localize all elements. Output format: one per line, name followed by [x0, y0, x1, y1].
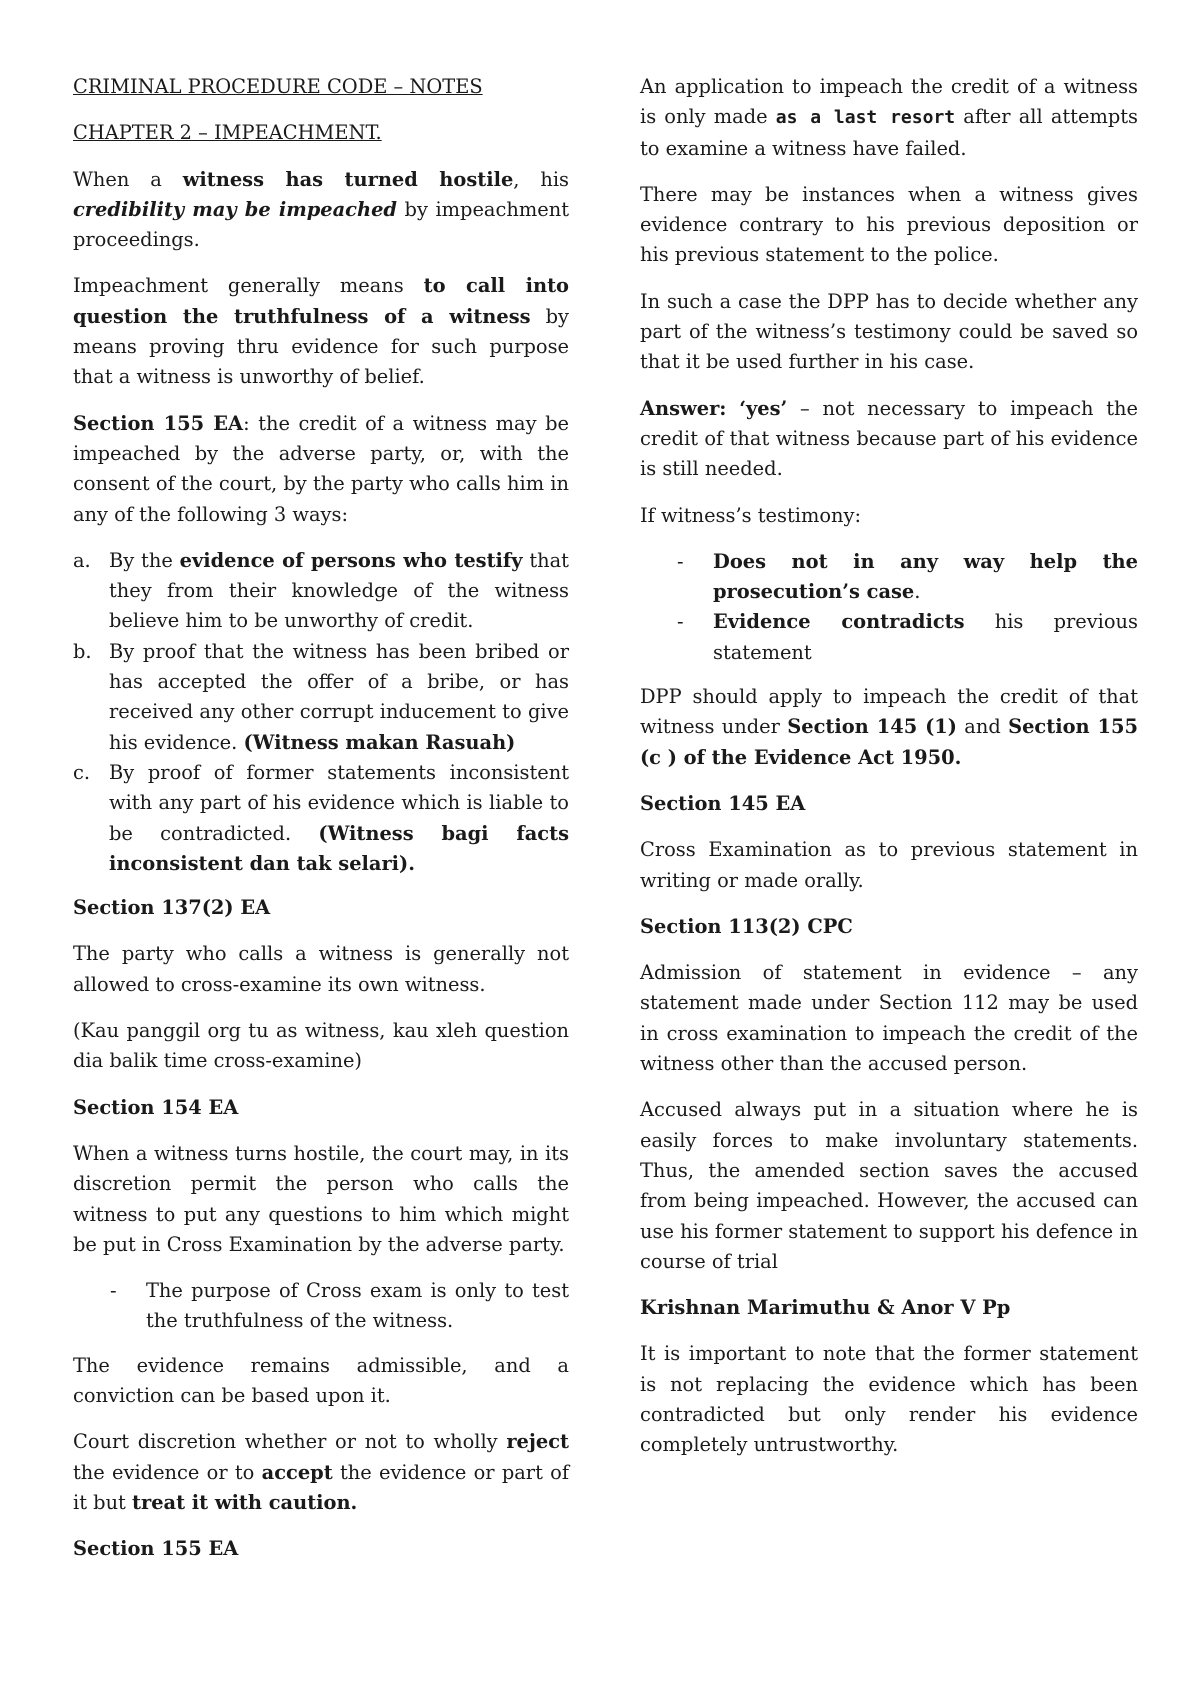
impeachment-ways-list	[73, 546, 569, 879]
section-154-dash-list	[73, 1276, 569, 1337]
testimony-lead: If witness’s testimony:	[640, 503, 861, 527]
case-body: It is important to note that the former statement is not replacing the evidence which has been contradicted but only render his evidence completely untrustworthy.	[640, 1342, 1138, 1457]
section-145-heading: Section 145 EA	[640, 791, 806, 815]
impeachment-definition: Impeachment generally means to call into question the truthfulness of a witness by means proving thru evidence for such purpose that a witness is unworthy of belief.	[73, 274, 569, 389]
section-137-heading: Section 137(2) EA	[73, 896, 271, 920]
last-resort-paragraph: An application to impeach the credit of a witness is only made as a last resort after all attempts to examine a witness have failed.	[640, 75, 1138, 160]
list-item: a. By the evidence of persons who testify that they from their knowledge of the witness believe him to be unworthy of credit.	[73, 548, 569, 633]
section-154-discretion: Court discretion whether or not to wholly reject the evidence or to accept the evidence or part of it but treat it with caution.	[73, 1430, 570, 1514]
chapter-heading: CHAPTER 2 – IMPEACHMENT.	[73, 121, 382, 145]
answer-paragraph: Answer: ‘yes’ – not necessary to impeach the credit of that witness because part of his evidence is still needed.	[640, 396, 1138, 481]
contrary-evidence-paragraph: There may be instances when a witness gives evidence contrary to his previous deposition or his previous statement to the police.	[640, 182, 1138, 267]
list-item: b. By proof that the witness has been bribed or has accepted the offer of a bribe, or has received any other corrupt inducement to give his evidence. (Witness makan Rasuah)	[73, 639, 569, 754]
testimony-dash-list	[640, 547, 1138, 668]
section-137-note: (Kau panggil org tu as witness, kau xleh question dia balik time cross-examine)	[73, 1019, 569, 1073]
list-item: - The purpose of Cross exam is only to test the truthfulness of the witness.	[110, 1279, 569, 1333]
section-113-accused: Accused always put in a situation where he is easily forces to make involuntary statements. Thus, the amended section saves the accused from being impeached. However, the accused can use his former statement to support his defence in course of trial	[640, 1098, 1138, 1273]
right-column	[640, 72, 1138, 1477]
section-154-heading: Section 154 EA	[73, 1095, 239, 1119]
section-113-body: Admission of statement in evidence – any statement made under Section 112 may be used in cross examination to impeach the credit of the witness other than the accused person.	[640, 961, 1138, 1076]
section-155-heading: Section 155 EA	[73, 1537, 239, 1561]
section-113-heading: Section 113(2) CPC	[640, 914, 853, 938]
left-column	[73, 72, 569, 1580]
document-title: CRIMINAL PROCEDURE CODE – NOTES	[73, 75, 483, 98]
list-item: - Does not in any way help the prosecution’s case.	[677, 549, 1138, 604]
dpp-apply-paragraph: DPP should apply to impeach the credit of that witness under Section 145 (1) and Section 155 (c ) of the Evidence Act 1950.	[640, 685, 1138, 769]
list-item: - Evidence contradicts his previous statement	[677, 610, 1138, 664]
case-heading: Krishnan Marimuthu & Anor V Pp	[640, 1296, 1011, 1320]
section-137-body: The party who calls a witness is generally not allowed to cross-examine its own witness.	[73, 942, 569, 996]
intro-paragraph: When a witness has turned hostile, his credibility may be impeached by impeachment proceedings.	[73, 167, 569, 252]
list-item: c. By proof of former statements inconsistent with any part of his evidence which is liable to be contradicted. (Witness bagi facts inconsistent dan tak selari).	[73, 760, 569, 875]
section-154-admissible: The evidence remains admissible, and a conviction can be based upon it.	[73, 1353, 569, 1407]
dpp-decide-paragraph: In such a case the DPP has to decide whether any part of the witness’s testimony could be saved so that it be used further in his case.	[640, 289, 1138, 374]
section-154-body: When a witness turns hostile, the court may, in its discretion permit the person who calls the witness to put any questions to him which might be put in Cross Examination by the adverse party.	[73, 1141, 569, 1256]
section-155-intro: Section 155 EA: the credit of a witness may be impeached by the adverse party, or, with the consent of the court, by the party who calls him in any of the following 3 ways:	[73, 411, 569, 526]
section-145-body: Cross Examination as to previous statement in writing or made orally.	[640, 838, 1138, 892]
